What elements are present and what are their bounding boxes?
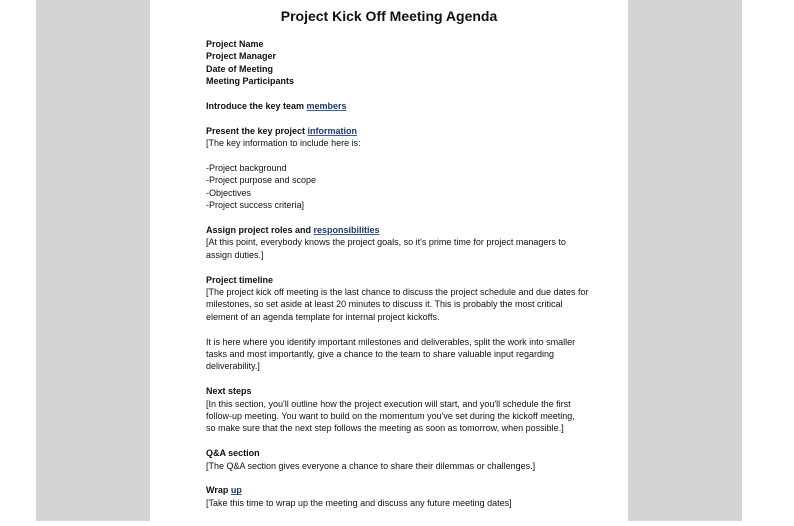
document-body [206, 38, 589, 509]
timeline-heading: Project timeline [206, 274, 274, 285]
field-project-name: Project Name [206, 39, 264, 49]
timeline-line: It is here where you identify important milestones and deliverables, split the work into smaller [206, 336, 576, 347]
timeline-line: [The project kick off meeting is the last chance to discuss the project schedule and due dates for [206, 287, 589, 298]
list-item: -Project purpose and scope [206, 175, 317, 186]
roles-heading: Assign project roles and responsibilities [206, 225, 380, 236]
next-steps-line: follow-up meeting. You want to build on the momentum you've set during the kickoff meeting, [206, 411, 575, 422]
qa-heading: Q&A section [206, 448, 260, 459]
document-page [150, 0, 628, 521]
list-item: -Project background [206, 163, 287, 174]
wrap-line: [Take this time to wrap up the meeting and discuss any future meeting dates] [206, 497, 512, 508]
timeline-line: deliverability.] [206, 361, 260, 372]
qa-line: [The Q&A section gives everyone a chance to share their dilemmas or challenges.] [206, 460, 536, 471]
up-link[interactable]: up [230, 485, 242, 496]
left-margin-area [36, 0, 150, 521]
present-intro-line: [The key information to include here is: [206, 138, 361, 149]
intro-heading: Introduce the key team members [206, 101, 347, 112]
page-title: Project Kick Off Meeting Agenda [280, 8, 498, 24]
right-margin-area [628, 0, 742, 521]
next-steps-heading: Next steps [206, 386, 252, 397]
present-heading: Present the key project information [206, 125, 358, 136]
responsibilities-link[interactable]: responsibilities [313, 225, 380, 236]
field-date-of-meeting: Date of Meeting [206, 63, 274, 74]
timeline-line: milestones, so set aside at least 20 minutes to discuss it. This is probably the most critical [206, 299, 563, 310]
information-link[interactable]: information [307, 125, 358, 136]
wrap-heading: Wrap up [206, 485, 242, 496]
timeline-line: tasks and most importantly, give a chance to the team to share valuable input regarding [206, 349, 555, 360]
timeline-line: element of an agenda template for internal project kickoffs. [206, 311, 440, 322]
members-link[interactable]: members [306, 101, 347, 112]
field-meeting-participants: Meeting Participants [206, 76, 295, 87]
list-item: -Objectives [206, 187, 252, 198]
roles-line: [At this point, everybody knows the project goals, so it's prime time for project managers to [206, 237, 566, 248]
list-item: -Project success criteria] [206, 200, 305, 211]
roles-line: assign duties.] [206, 249, 264, 260]
field-project-manager: Project Manager [206, 51, 277, 62]
next-steps-line: so make sure that the next step follows the meeting as soon as tomorrow, when possible.] [206, 423, 564, 434]
next-steps-line: [In this section, you'll outline how the project execution will start, and you'll schedule the first [206, 398, 571, 409]
